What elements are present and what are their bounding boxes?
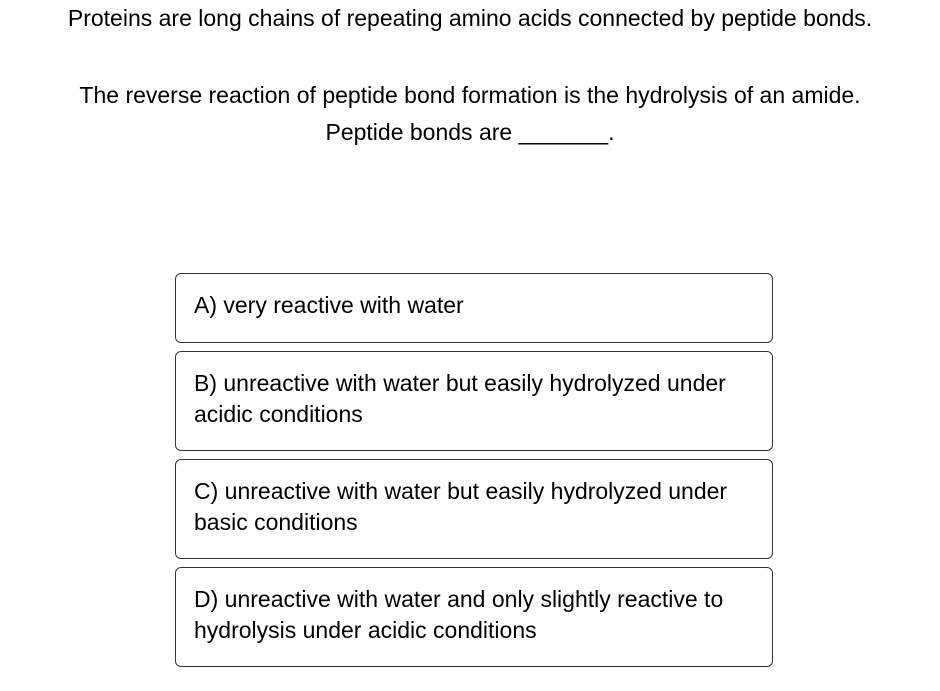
option-a[interactable]: A) very reactive with water [175, 273, 773, 343]
answer-options [175, 273, 773, 675]
intro-text: Proteins are long chains of repeating amino acids connected by peptide bonds. [67, 5, 873, 31]
option-c[interactable]: C) unreactive with water but easily hydrolyzed under basic conditions [175, 459, 773, 559]
question-text [0, 77, 940, 151]
option-d[interactable]: D) unreactive with water and only slightly reactive to hydrolysis under acidic conditions [175, 567, 773, 667]
question-line-1: The reverse reaction of peptide bond formation is the hydrolysis of an amide. [79, 82, 861, 108]
question-line-2: Peptide bonds are _______. [325, 119, 615, 145]
option-b[interactable]: B) unreactive with water but easily hydrolyzed under acidic conditions [175, 351, 773, 451]
